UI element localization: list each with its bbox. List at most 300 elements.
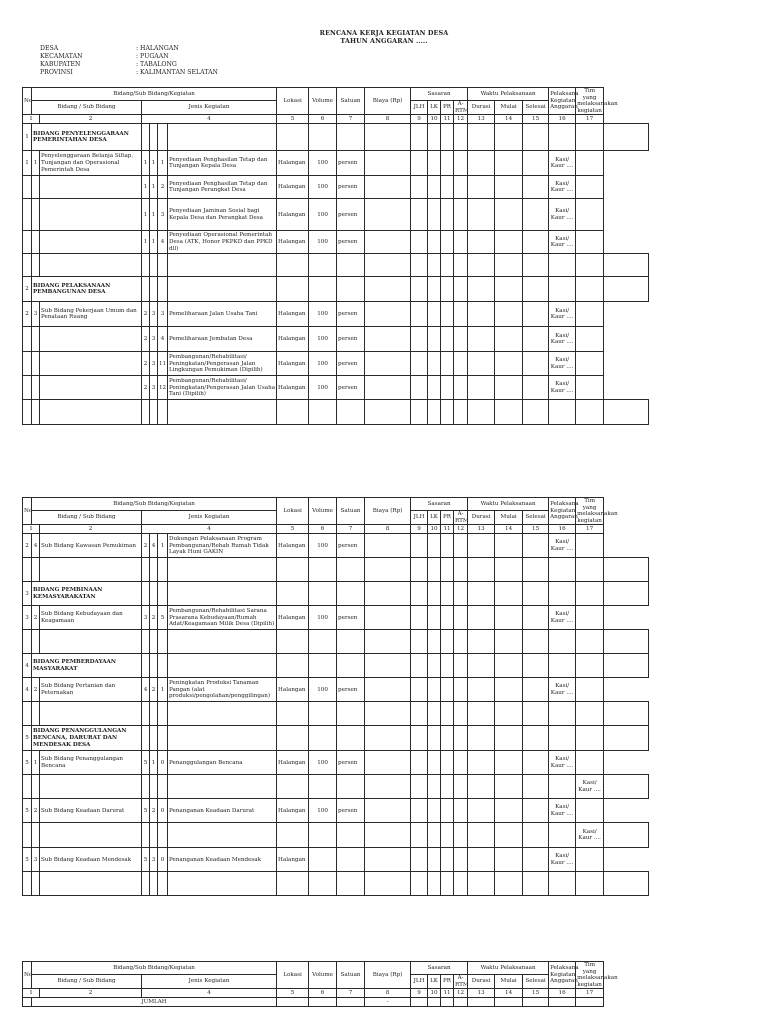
table-cell [40,702,142,726]
table-cell [428,124,441,151]
kode-2: 2 [150,799,158,823]
activity-table-2 [22,497,649,896]
table-cell [142,582,150,606]
table-cell [411,231,428,254]
table-cell [441,534,454,558]
table-cell [337,582,365,606]
col-header-sasaran: Sasaran [411,88,468,101]
col-number: 1 [23,989,40,998]
table-cell [454,606,468,630]
table-cell [454,327,468,352]
kode-2: 3 [150,376,158,400]
table-cell [365,352,411,376]
kode-3: 0 [158,848,168,872]
table-cell [576,302,604,327]
table-cell [454,678,468,702]
table-cell [337,998,365,1007]
row-no: 1 [23,124,32,151]
col-number: 1 [23,115,40,124]
table-cell [576,176,604,199]
kode-1: 2 [142,376,150,400]
row-sub-no: 2 [32,606,40,630]
table-cell [495,534,523,558]
table-cell [150,872,158,896]
col-header-artm: A-RTM [455,975,469,988]
col-number: 16 [549,989,576,998]
col-header-lk: LK [428,511,441,525]
row-no [23,327,32,352]
table-cell [277,558,309,582]
table-cell [604,582,649,606]
col-number: 9 [411,989,428,998]
table-cell [549,277,576,302]
table-cell [576,751,604,775]
kode-3: 1 [158,534,168,558]
lokasi: Halangan [277,799,309,823]
table-cell [576,231,604,254]
col-header-selesai: Selesai [523,975,549,989]
volume: 100 [309,231,337,254]
table-cell [441,678,454,702]
table-cell [468,751,495,775]
table-cell [468,254,495,277]
table-cell [411,654,428,678]
table-cell [468,775,495,799]
kode-1: 3 [142,606,150,630]
col-header-pelaksana: Pelaksana Kegiatan Anggaran [549,498,576,525]
col-number: 15 [523,989,549,998]
table-cell [454,302,468,327]
table-cell [150,775,158,799]
table-cell [523,872,549,896]
col-number: 1 [23,525,40,534]
kode-1: 5 [142,751,150,775]
table-cell [40,400,142,425]
table-cell [495,151,523,176]
lokasi: Halangan [277,302,309,327]
table-cell [495,751,523,775]
col-header-durasi: Durasi [468,511,495,525]
document-subtitle: TAHUN ANGGARAN ..... [340,37,428,45]
table-cell [142,558,150,582]
col-header-lokasi: Lokasi [277,962,309,989]
satuan: persen [337,751,365,775]
satuan: persen [337,799,365,823]
table-cell [23,872,32,896]
bidang-title: BIDANG PEMBINAAN KEMASYARAKATAN [32,582,142,606]
table-row [23,630,649,654]
table-cell [158,726,168,751]
lokasi: Halangan [277,848,309,872]
table-cell [428,799,441,823]
satuan: persen [337,606,365,630]
kode-1: 1 [142,176,150,199]
table-cell [495,327,523,352]
row-sub-no [32,376,40,400]
volume: 100 [309,678,337,702]
lokasi: Halangan [277,151,309,176]
table-cell [23,254,32,277]
table-cell [576,606,604,630]
table-cell [523,254,549,277]
table-cell [441,231,454,254]
table-cell [411,726,428,751]
kode-1: 2 [142,302,150,327]
table-cell [428,582,441,606]
col-header-bidang-sub: Bidang/Sub Bidang/Kegiatan [32,88,277,101]
table-cell [454,400,468,425]
table-cell [468,277,495,302]
kode-3: 5 [158,606,168,630]
col-header-mulai: Mulai [495,101,523,115]
table-cell [495,799,523,823]
table-cell [428,151,441,176]
table-cell [523,534,549,558]
table-row [23,848,649,872]
table-cell [428,302,441,327]
col-number: 6 [309,525,337,534]
table-cell [454,848,468,872]
jenis-kegiatan: Penanggulangan Bencana [168,751,277,775]
table-cell [337,654,365,678]
satuan: persen [337,376,365,400]
volume: 100 [309,534,337,558]
lokasi: Halangan [277,606,309,630]
pelaksana: Kasi/ Kaur .... [549,327,576,352]
table-cell [428,998,441,1007]
table-cell [23,998,32,1007]
table-cell [411,376,428,400]
table-cell [32,775,40,799]
table-cell [365,606,411,630]
table-cell [441,630,454,654]
table-cell [495,872,523,896]
table-cell [150,558,158,582]
col-number: 8 [365,525,411,534]
table-cell [309,558,337,582]
satuan: persen [337,199,365,231]
table-cell [495,277,523,302]
kode-3: 0 [158,799,168,823]
bidang-row [23,277,649,302]
sub-bidang: Sub Bidang Kebudayaan dan Keagamaan [40,606,142,630]
row-no: 3 [23,582,32,606]
table-cell [523,775,549,799]
col-header-volume: Volume [309,962,337,989]
table-cell [576,654,604,678]
col-number: 17 [576,989,604,998]
table-cell [523,582,549,606]
table-cell [604,277,649,302]
table-cell [523,678,549,702]
table-cell [365,176,411,199]
row-sub-no: 1 [32,151,40,176]
table-cell [428,702,441,726]
table-cell [454,702,468,726]
table-cell [428,678,441,702]
table-cell [454,176,468,199]
table-cell [277,702,309,726]
table-cell [428,534,441,558]
col-number: 11 [441,115,454,124]
table-cell [468,376,495,400]
table-cell [40,254,142,277]
kode-3: 3 [158,302,168,327]
table-cell [495,606,523,630]
row-sub-no [32,231,40,254]
col-header-biaya: Biaya (Rp) [365,962,411,989]
table-cell [309,400,337,425]
table-cell [411,176,428,199]
table-cell [428,558,441,582]
table-cell [365,327,411,352]
table-cell [454,630,468,654]
col-header-waktu: Waktu Pelaksanaan [468,88,549,101]
table-cell [411,327,428,352]
table-cell [576,199,604,231]
kode-3: 4 [158,327,168,352]
jenis-kegiatan: Pemeliharaan Jembatan Desa [168,327,277,352]
volume: 100 [309,151,337,176]
bidang-title: BIDANG PENYELENGGARAAN PEMERINTAHAN DESA [32,124,142,151]
volume: 100 [309,327,337,352]
row-no [23,376,32,400]
sub-bidang: Sub Bidang Keadaan Darurat [40,799,142,823]
info-row-kabupaten: KABUPATEN : TABALONG [40,61,177,68]
table-cell [468,124,495,151]
table-cell [277,823,309,848]
col-header-jlh: JLH [411,511,428,525]
table-row [23,775,649,799]
col-header-jenis: Jenis Kegiatan [142,101,277,115]
col-number: 8 [365,989,411,998]
col-number: 17 [576,525,604,534]
col-header-satuan: Satuan [337,88,365,115]
kode-1: 5 [142,848,150,872]
col-header-jlh: JLH [411,975,428,989]
table-row [23,799,649,823]
row-no: 1 [23,151,32,176]
table-row [23,376,649,400]
table-cell [277,277,309,302]
table-cell [468,848,495,872]
kode-1: 1 [142,199,150,231]
table-cell [495,254,523,277]
col-number: 12 [454,115,468,124]
row-sub-no: 1 [32,751,40,775]
table-cell [454,998,468,1007]
table-cell [428,327,441,352]
table-row [23,231,649,254]
lokasi: Halangan [277,231,309,254]
table-cell [142,702,150,726]
kode-1: 5 [142,799,150,823]
col-header-artm: A-RTM [455,511,469,524]
table-cell [454,775,468,799]
satuan: persen [337,534,365,558]
kode-3: 11 [158,352,168,376]
volume: 100 [309,376,337,400]
table-cell [309,630,337,654]
table-cell [454,277,468,302]
table-cell [428,199,441,231]
table-cell [604,823,649,848]
col-number: 6 [309,115,337,124]
table-cell [365,630,411,654]
table-cell [576,327,604,352]
kode-2: 1 [150,231,158,254]
pelaksana: Kasi/ Kaur .... [549,848,576,872]
table-cell [309,998,337,1007]
table-cell [604,702,649,726]
document-title: RENCANA KERJA KEGIATAN DESA [319,29,449,37]
row-sub-no: 2 [32,799,40,823]
jenis-kegiatan: Pembangunan/Rehabilitasi/ Peningkatan/Pengerasan Jalan Lingkungan Pemukiman (Dipilih) [168,352,277,376]
kode-1: 4 [142,678,150,702]
col-header-biaya: Biaya (Rp) [365,498,411,525]
table-cell [468,231,495,254]
lokasi: Halangan [277,352,309,376]
table-cell [523,702,549,726]
col-header-tim: Tim yang melaksanakan kegiatan [577,88,618,114]
col-header-sasaran: Sasaran [411,498,468,511]
col-header-mulai: Mulai [495,975,523,989]
table-cell [495,630,523,654]
col-number: 2 [40,115,142,124]
table-row [23,352,649,376]
kode-2: 4 [150,534,158,558]
col-header-mulai: Mulai [495,511,523,525]
col-header-pr: PR [441,511,454,525]
table-cell [549,775,576,799]
col-number: 11 [441,525,454,534]
table-cell [441,726,454,751]
kode-3: 1 [158,678,168,702]
kode-3: 1 [158,151,168,176]
jenis-kegiatan: Pembangunan/Rehabilitasi/ Peningkatan/Pengerasan Jalan Usaha Tani (Dipilih) [168,376,277,400]
row-no: 2 [23,302,32,327]
table-cell [168,254,277,277]
kode-2: 1 [150,199,158,231]
col-number: 7 [337,525,365,534]
col-header-artm: A-RTM [455,101,469,114]
sub-bidang [40,176,142,199]
col-header-bidang-sub-bidang: Bidang / Sub Bidang [32,975,142,989]
row-no: 4 [23,654,32,678]
table-cell [523,352,549,376]
table-cell [495,176,523,199]
table-cell [277,582,309,606]
table-cell [549,558,576,582]
table-cell [523,726,549,751]
sub-bidang: Sub Bidang Penanggulangan Bencana [40,751,142,775]
table-cell [576,872,604,896]
table-cell [428,176,441,199]
location-info [40,45,218,77]
bidang-title: BIDANG PELAKSANAAN PEMBANGUNAN DESA [32,277,142,302]
col-header-jenis: Jenis Kegiatan [142,975,277,989]
table-cell [495,231,523,254]
jenis-kegiatan: Pembangunan/Rehabilitasi Sarana Prasarana Kebudayaan/Rumah Adat/Keagamaan Milik Desa (Dipilih) [168,606,277,630]
table-cell [365,302,411,327]
col-header-sasaran: Sasaran [411,962,468,975]
col-number: 4 [142,115,277,124]
info-row-desa: DESA : HALANGAN [40,45,179,52]
table-cell [150,630,158,654]
table-cell [523,998,549,1007]
table-cell [411,799,428,823]
jumlah-biaya: - [365,998,411,1007]
table-cell [40,872,142,896]
table-cell [454,534,468,558]
satuan: persen [337,302,365,327]
table-cell [150,654,158,678]
col-header-durasi: Durasi [468,101,495,115]
table-cell [168,726,277,751]
table-row [23,254,649,277]
volume: 100 [309,199,337,231]
table-cell [495,775,523,799]
table-cell [428,277,441,302]
col-header-biaya: Biaya (Rp) [365,88,411,115]
table-cell [277,726,309,751]
table-row [23,176,649,199]
table-cell [441,199,454,231]
table-cell [441,558,454,582]
table-cell [441,176,454,199]
table-cell [441,751,454,775]
table-cell [523,606,549,630]
table-cell [523,400,549,425]
volume: 100 [309,799,337,823]
kode-2: 1 [150,151,158,176]
satuan: persen [337,327,365,352]
table-cell [549,823,576,848]
jenis-kegiatan: Penanganan Keadaan Darurat [168,799,277,823]
table-cell [468,702,495,726]
table-row [23,400,649,425]
col-number: 14 [495,989,523,998]
table-cell [365,151,411,176]
table-cell [168,872,277,896]
bidang-row [23,726,649,751]
table-cell [142,400,150,425]
table-cell [468,151,495,176]
table-cell [168,124,277,151]
table-cell [365,848,411,872]
table-cell [454,151,468,176]
table-cell [428,654,441,678]
pelaksana: Kasi/ Kaur .... [549,151,576,176]
table-cell [576,352,604,376]
row-sub-no: 3 [32,302,40,327]
col-number: 10 [428,989,441,998]
table-cell [365,400,411,425]
table-cell [142,654,150,678]
table-cell [523,376,549,400]
table-cell [454,726,468,751]
table-cell [365,726,411,751]
table-cell [365,582,411,606]
sub-bidang [40,327,142,352]
table-cell [523,176,549,199]
col-header-pr: PR [441,101,454,115]
satuan: persen [337,231,365,254]
table-cell [428,254,441,277]
table-cell [549,654,576,678]
table-cell [604,254,649,277]
table-cell [454,376,468,400]
